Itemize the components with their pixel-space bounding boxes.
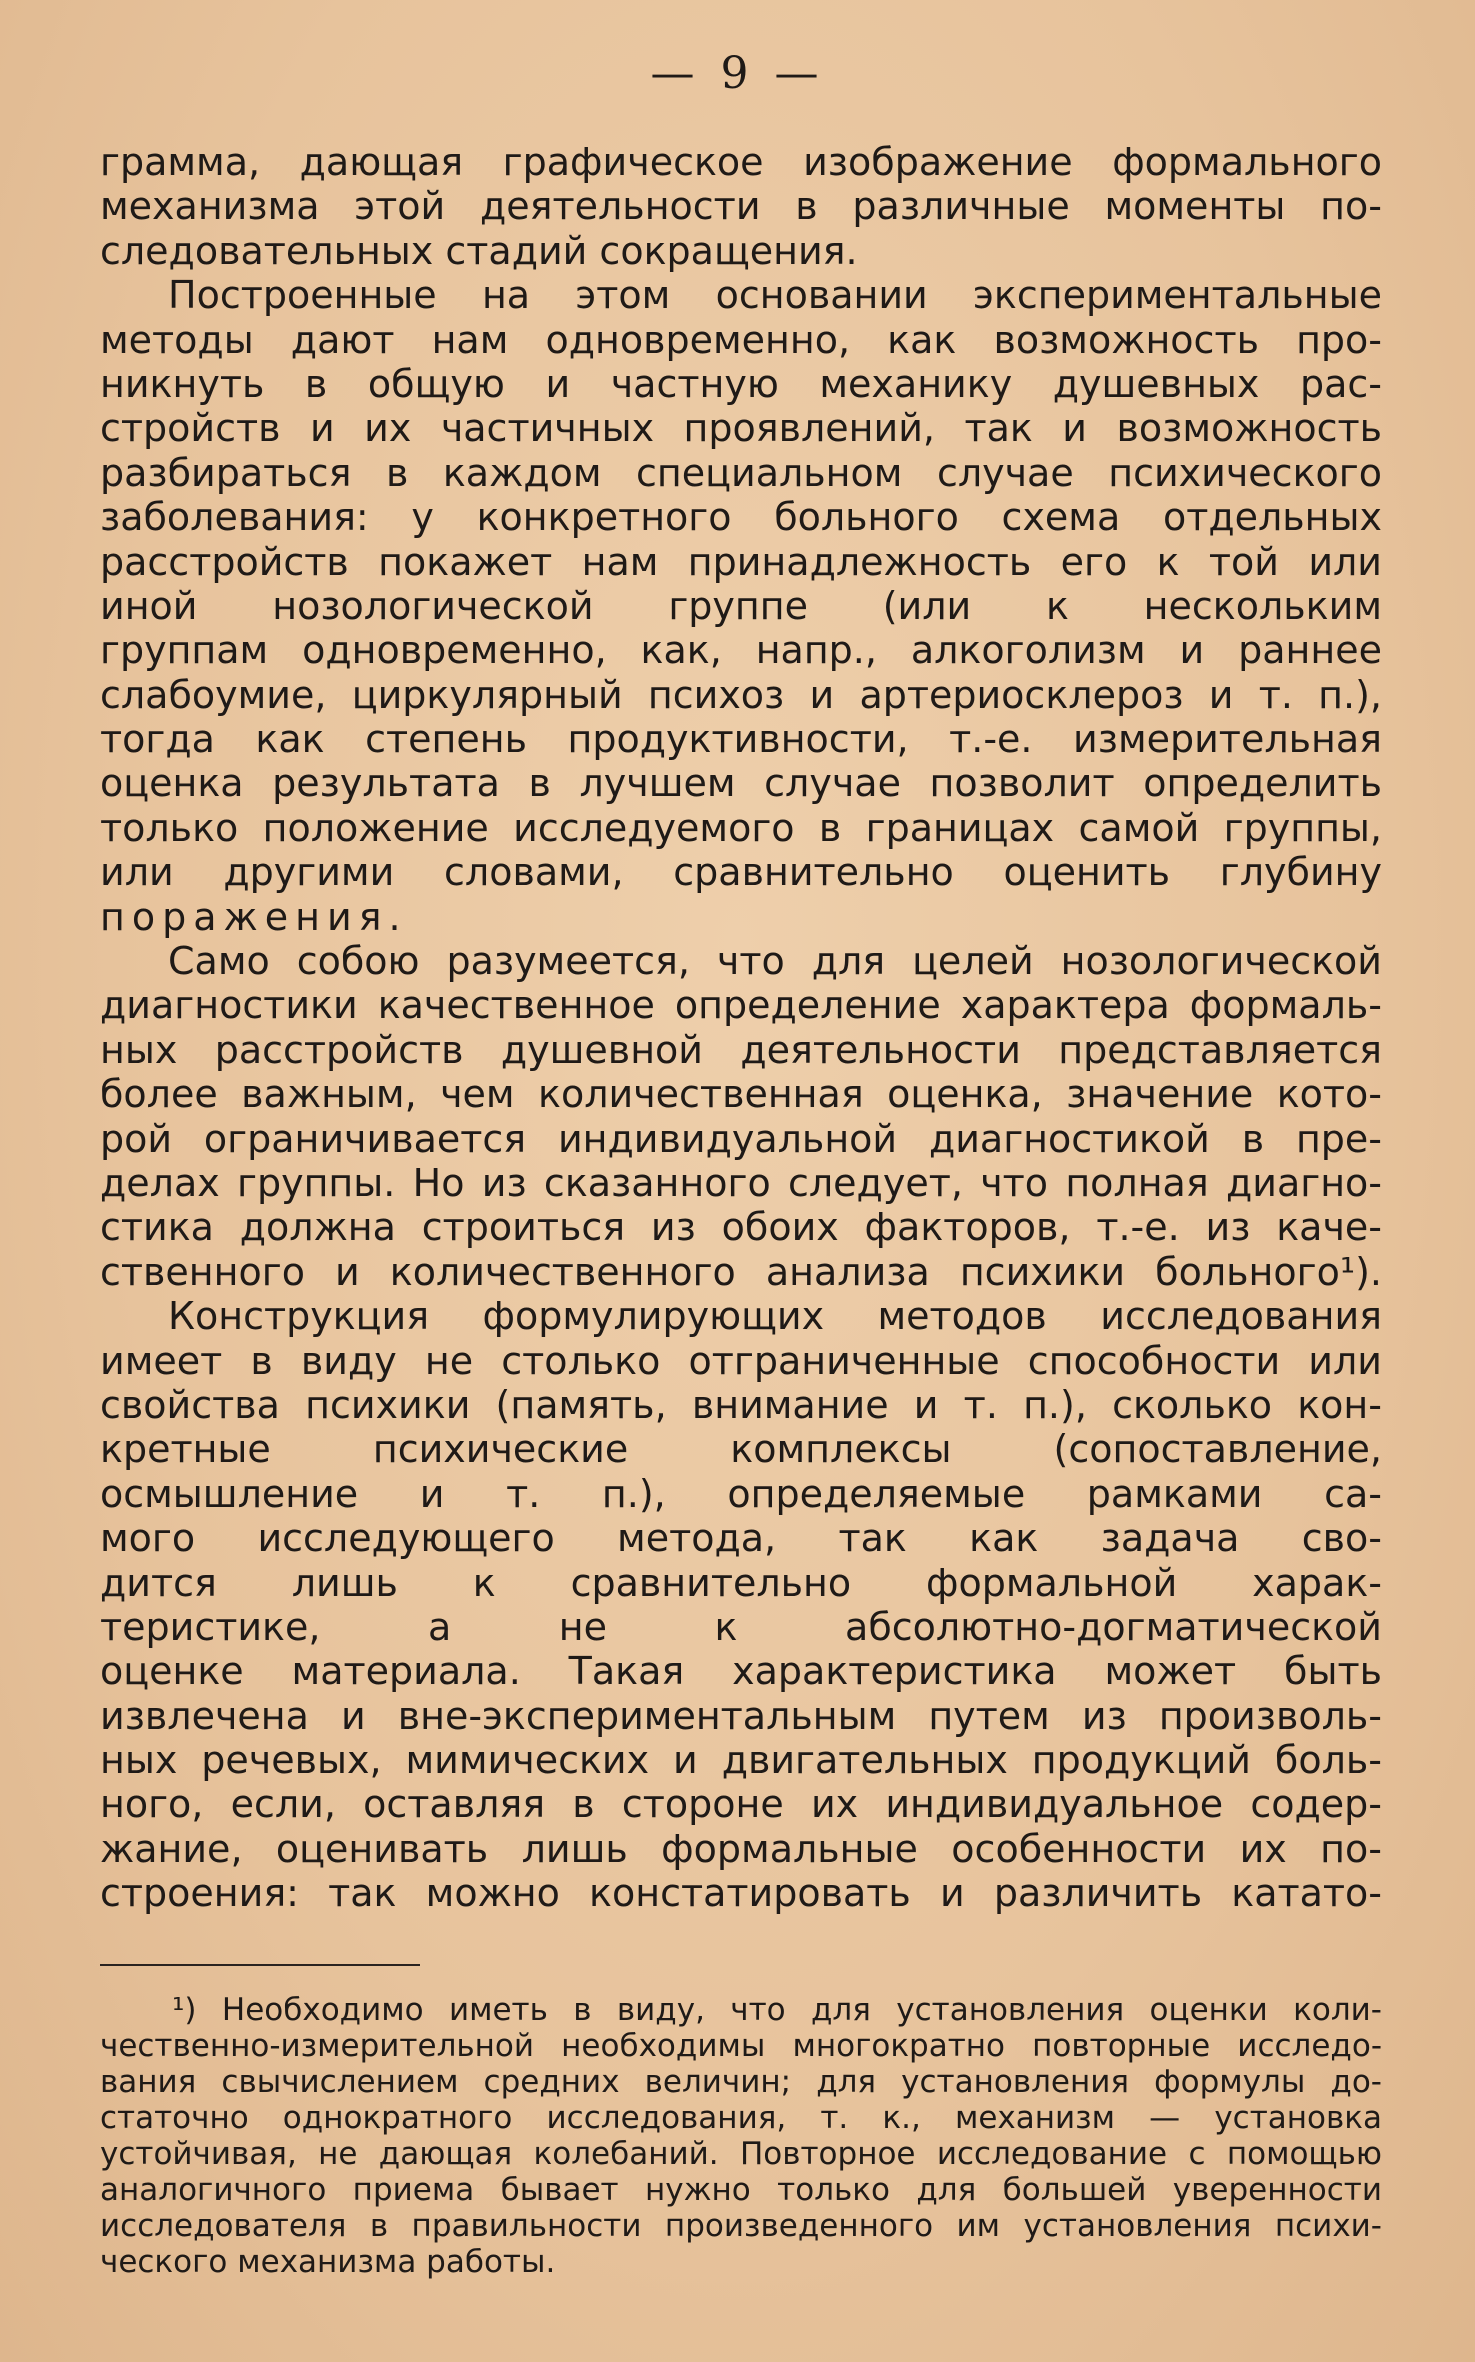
text-line: извлечена и вне-экспериментальным путем из произволь- [100,1693,1382,1738]
text-line: иной нозологической группе (или к нескольким [100,583,1382,628]
text-line: механизма этой деятельности в различные моменты по- [100,184,1382,229]
text-line: дится лишь к сравнительно формальной харак- [100,1560,1382,1605]
text-line: мого исследующего метода, так как задача сво- [100,1516,1382,1561]
text-line: оценке материала. Такая характеристика может быть [100,1649,1382,1694]
footnote-line: исследователя в правильности произведенного им установления психи- [100,2208,1382,2244]
text-line: грамма, дающая графическое изображение формального [100,140,1382,184]
footnote-line: ¹) Необходимо иметь в виду, что для установления оценки коли- [172,1992,1382,2028]
text-line: диагностики качественное определение характера формаль- [100,983,1382,1028]
text-line: расстройств покажет нам принадлежность его к той или [100,539,1382,584]
text-line: ных расстройств душевной деятельности представляется [100,1027,1382,1072]
text-line: Само собою разумеется, что для целей нозологической [168,939,1382,984]
text-line: слабоумие, циркулярный психоз и артериосклероз и т. п.), [100,672,1382,717]
text-line: имеет в виду не столько отграниченные способности или [100,1338,1382,1383]
footnote-divider [100,1964,420,1966]
text-line: кретные психические комплексы (сопоставление, [100,1427,1382,1472]
body-text [100,140,1382,1916]
text-line: тогда как степень продуктивности, т.-е. измерительная [100,717,1382,762]
text-line: только положение исследуемого в границах самой группы, [100,805,1382,850]
text-line: поражения. [100,894,408,939]
text-line: более важным, чем количественная оценка, значение кото- [100,1072,1382,1117]
text-line: жание, оценивать лишь формальные особенности их по- [100,1826,1382,1871]
footnote-line: вания свычислением средних величин; для установления формулы до- [100,2064,1382,2100]
text-line: рой ограничивается индивидуальной диагностикой в пре- [100,1116,1382,1161]
text-line: осмышление и т. п.), определяемые рамками са- [100,1471,1382,1516]
footnote-line: статочно однократного исследования, т. к., механизм — установка [100,2100,1382,2136]
text-line: группам одновременно, как, напр., алкоголизм и раннее [100,628,1382,673]
footnote [100,1992,1382,2280]
text-line: стика должна строиться из обоих факторов, т.-е. из каче- [100,1205,1382,1250]
text-line: никнуть в общую и частную механику душевных рас- [100,361,1382,406]
text-line: заболевания: у конкретного больного схема отдельных [100,495,1382,540]
text-line: ственного и количественного анализа психики больного¹). [100,1249,1382,1294]
footnote-line: аналогичного приема бывает нужно только для большей уверенности [100,2172,1382,2208]
footnote-line: чественно-измерительной необходимы многократно повторные исследо- [100,2028,1382,2064]
text-line: свойства психики (память, внимание и т. п.), сколько кон- [100,1382,1382,1427]
text-line: следовательных стадий сокращения. [100,228,858,273]
text-line: ных речевых, мимических и двигательных продукций боль- [100,1738,1382,1783]
footnote-line: ческого механизма работы. [100,2244,556,2280]
text-line: ного, если, оставляя в стороне их индивидуальное содер- [100,1782,1382,1827]
text-line: теристике, а не к абсолютно-догматической [100,1604,1382,1649]
text-line: делах группы. Но из сказанного следует, что полная диагно- [100,1160,1382,1205]
text-line: строения: так можно констатировать и различить катато- [100,1871,1382,1916]
page-number: — 9 — [650,48,825,99]
text-line: методы дают нам одновременно, как возможность про- [100,317,1382,362]
text-line: Построенные на этом основании экспериментальные [168,273,1382,318]
footnote-line: устойчивая, не дающая колебаний. Повторное исследование с помощью [100,2136,1382,2172]
text-line: стройств и их частичных проявлений, так и возможность [100,406,1382,451]
text-line: оценка результата в лучшем случае позволит определить [100,761,1382,806]
text-line: Конструкция формулирующих методов исследования [168,1294,1382,1339]
text-line: разбираться в каждом специальном случае психического [100,450,1382,495]
text-line: или другими словами, сравнительно оценить глубину [100,850,1382,895]
